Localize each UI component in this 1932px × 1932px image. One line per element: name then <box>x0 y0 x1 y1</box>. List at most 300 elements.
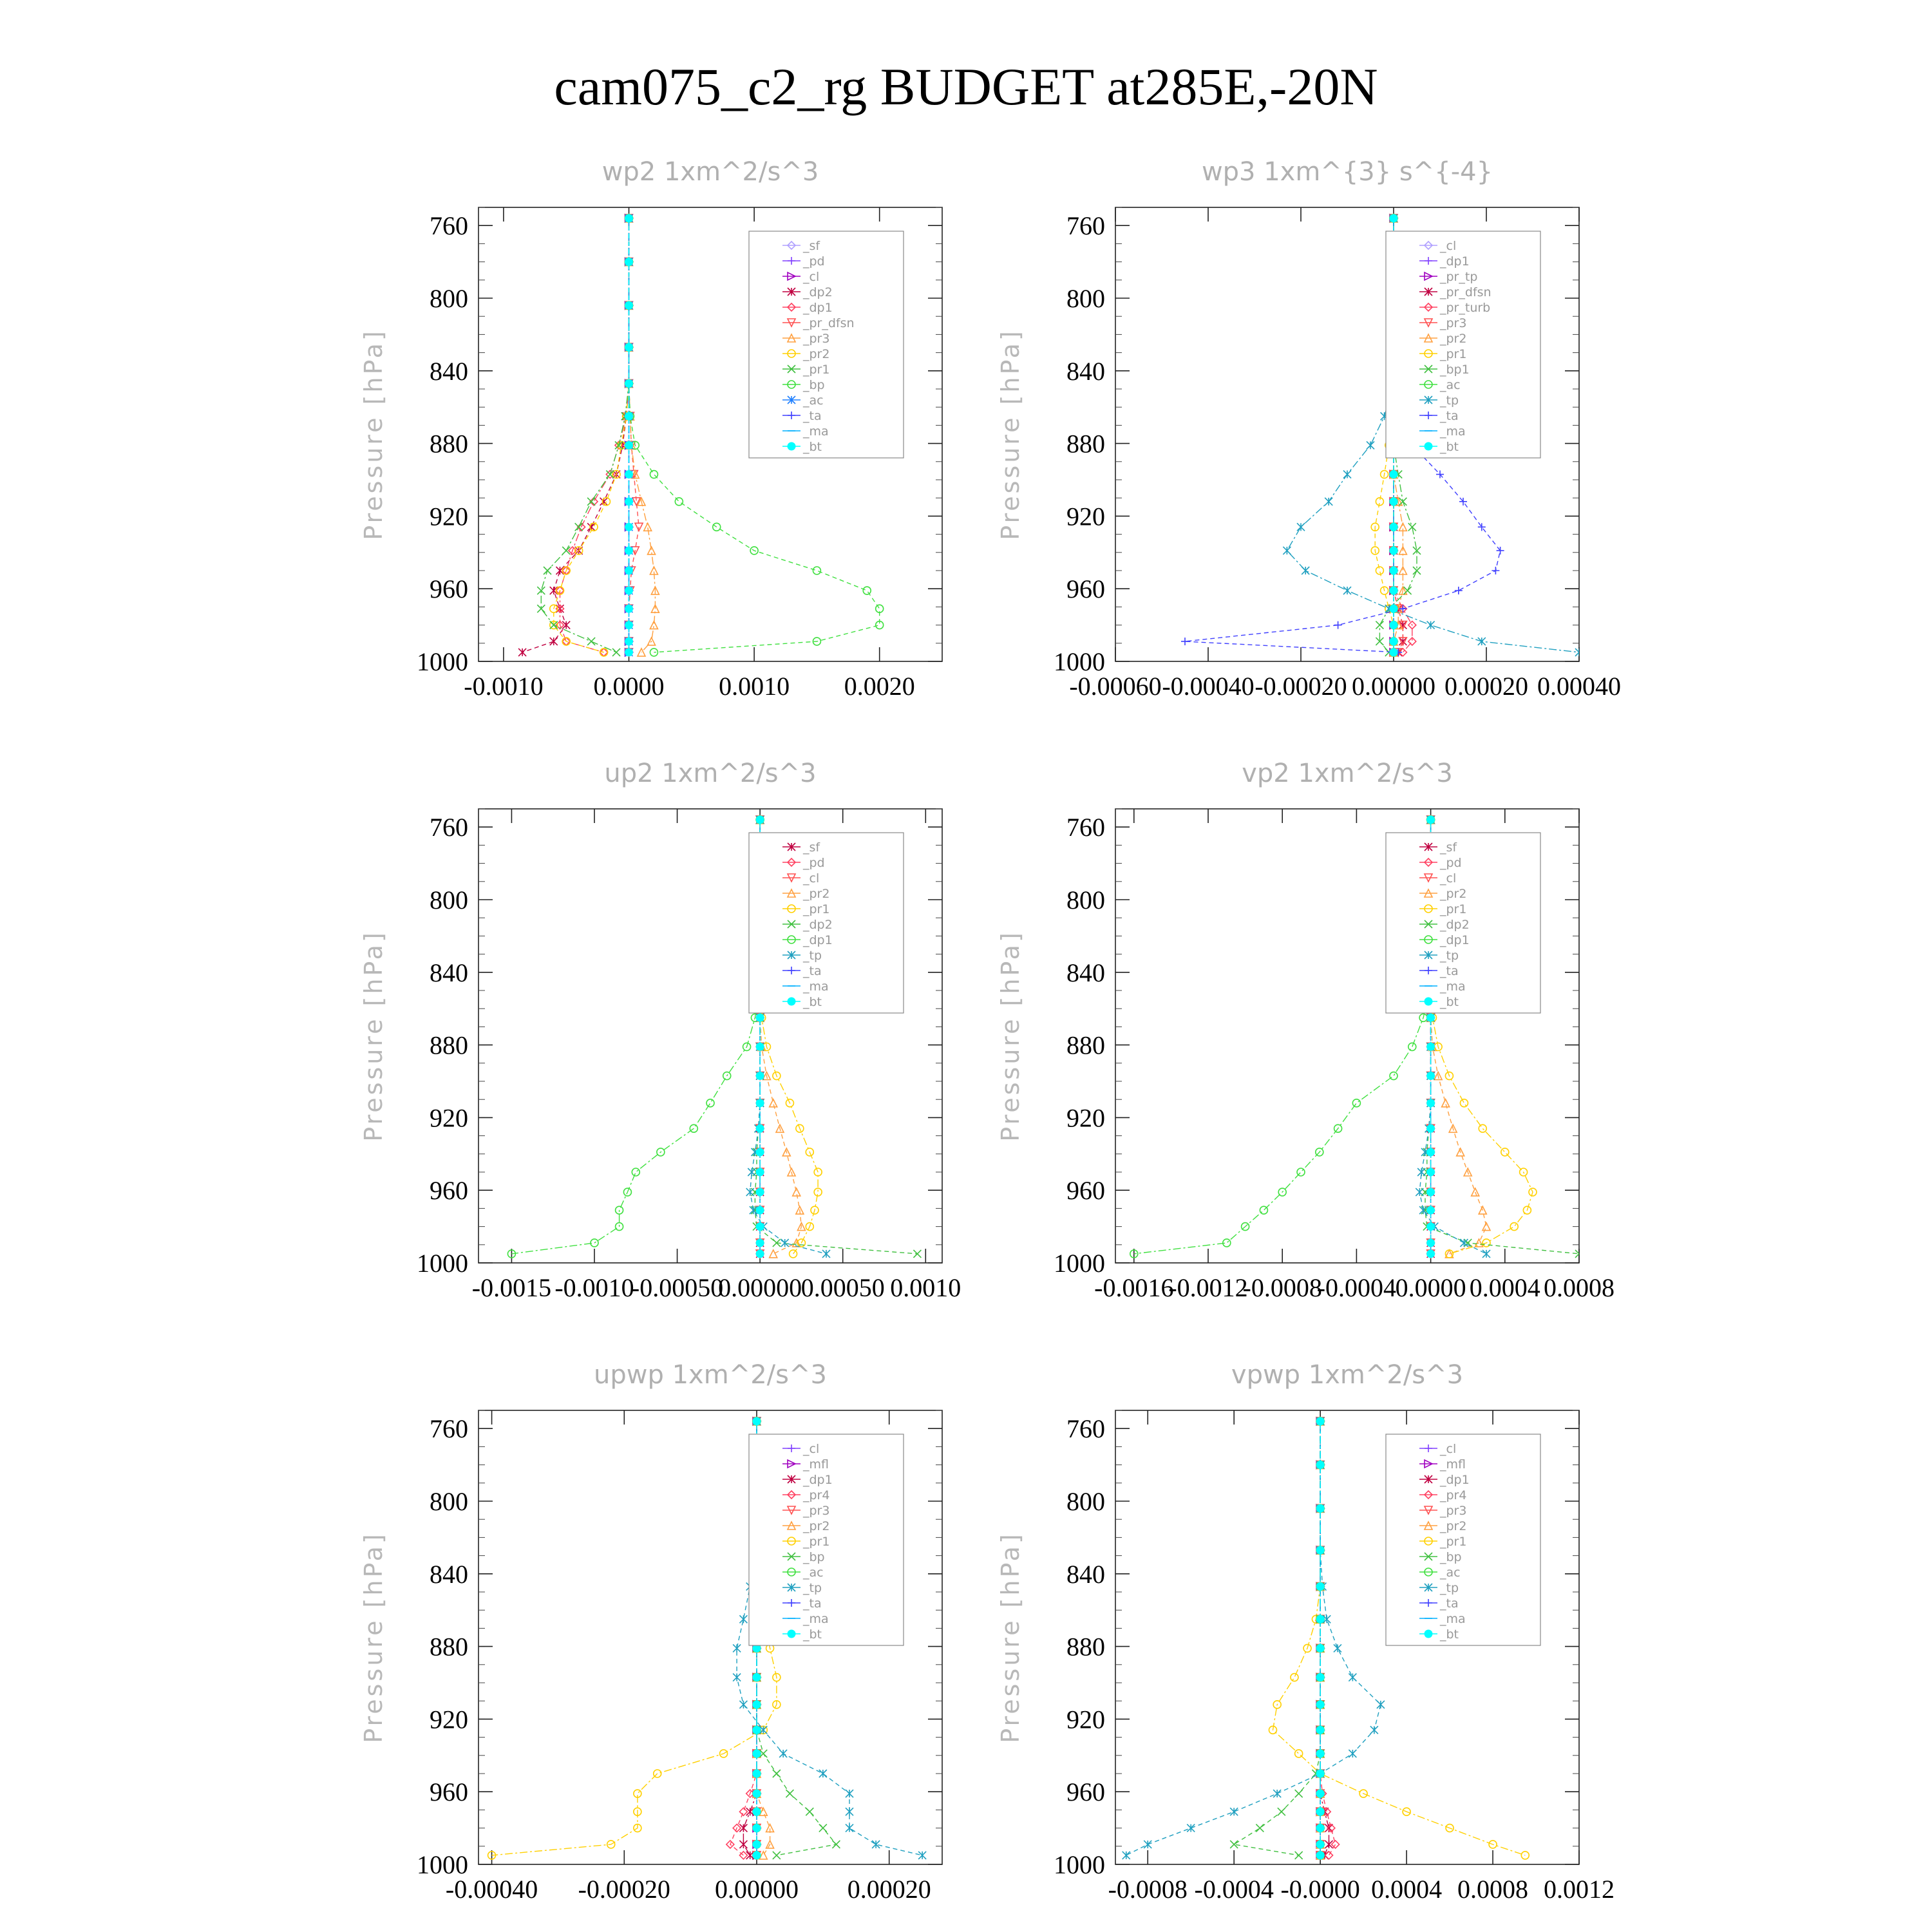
legend-label: _tp <box>803 949 822 963</box>
x-tick-label: -0.0008 <box>1108 1875 1188 1904</box>
y-tick-label: 960 <box>430 1777 468 1807</box>
data-point <box>625 523 633 531</box>
y-tick-label: 760 <box>1066 1414 1105 1444</box>
legend-label: _pr_turb <box>1440 301 1491 315</box>
data-point <box>1283 547 1291 554</box>
legend-label: _bt <box>803 440 822 454</box>
data-point <box>756 1206 764 1214</box>
legend <box>1386 833 1540 1013</box>
panel-title: up2 1xm^2/s^3 <box>604 759 817 788</box>
data-point <box>1278 1808 1285 1815</box>
data-point <box>1349 1750 1356 1757</box>
data-point <box>1455 587 1463 594</box>
data-point <box>625 258 633 266</box>
x-tick-label: -0.00040 <box>1162 672 1255 701</box>
data-point <box>756 1124 764 1132</box>
data-point <box>625 605 633 612</box>
data-point <box>1316 1852 1324 1859</box>
legend-label: _ma <box>1440 424 1466 439</box>
data-point <box>1297 1168 1305 1176</box>
data-point <box>1316 1701 1324 1709</box>
data-point <box>587 638 595 645</box>
data-point <box>1408 1043 1416 1050</box>
legend-label: _cl <box>803 871 820 886</box>
y-tick-label: 920 <box>1066 502 1105 531</box>
panel-4 <box>996 759 1615 1302</box>
data-point <box>1230 1808 1238 1815</box>
data-point <box>814 1188 822 1196</box>
series-dp1 <box>556 214 632 656</box>
data-point <box>918 1852 926 1859</box>
data-point <box>779 1750 787 1757</box>
data-point <box>756 816 764 824</box>
series-line <box>554 218 629 652</box>
data-point <box>1442 1099 1450 1107</box>
data-point <box>1332 1841 1340 1848</box>
legend-label: _pr1 <box>1440 1535 1467 1549</box>
data-point <box>1575 649 1583 656</box>
data-point <box>739 1841 747 1848</box>
data-point <box>1349 1674 1356 1681</box>
data-point <box>756 1072 764 1080</box>
x-tick-label: 0.0010 <box>719 672 790 701</box>
data-point <box>813 567 820 574</box>
data-point <box>1408 523 1416 531</box>
y-tick-label: 800 <box>1066 886 1105 914</box>
y-axis-label: Pressure [hPa] <box>996 1531 1025 1743</box>
legend-marker <box>788 1630 795 1638</box>
data-point <box>1510 1223 1518 1231</box>
data-point <box>753 1674 761 1681</box>
data-point <box>793 1188 800 1196</box>
data-point <box>1390 649 1397 656</box>
data-point <box>632 1168 639 1176</box>
data-point <box>625 547 633 554</box>
data-point <box>1399 605 1406 612</box>
series-line <box>1126 1421 1381 1855</box>
data-point <box>1390 498 1397 506</box>
y-tick-label: 960 <box>1066 574 1105 604</box>
legend-label: _ta <box>1440 409 1459 423</box>
series-tp <box>1122 1417 1385 1859</box>
y-tick-label: 960 <box>1066 1176 1105 1206</box>
y-tick-label: 840 <box>430 958 468 987</box>
data-point <box>1325 1852 1333 1859</box>
data-point <box>1427 1223 1435 1231</box>
legend-label: _ta <box>803 964 822 978</box>
x-tick-label: 0.0008 <box>1457 1875 1529 1904</box>
data-point <box>1376 567 1383 574</box>
x-tick-label: 0.00050 <box>800 1273 885 1302</box>
data-point <box>1427 1148 1435 1156</box>
data-point <box>786 1790 793 1797</box>
legend-label: _tp <box>1440 1581 1459 1595</box>
y-tick-label: 880 <box>1066 1632 1105 1662</box>
series-line <box>492 1421 777 1855</box>
panel-6 <box>996 1360 1615 1904</box>
data-point <box>1377 1701 1385 1709</box>
legend-label: _ma <box>803 980 829 994</box>
x-tick-label: 0.00020 <box>847 1875 931 1904</box>
x-tick-label: -0.00020 <box>578 1875 670 1904</box>
data-point <box>1390 605 1397 612</box>
data-point <box>1230 1841 1238 1848</box>
legend-label: _bp <box>803 1550 825 1564</box>
data-point <box>1427 1188 1435 1196</box>
x-tick-label: -0.00060 <box>1069 672 1162 701</box>
legend-label: _ta <box>803 1596 822 1611</box>
data-point <box>1427 1206 1435 1214</box>
data-point <box>1316 1583 1324 1591</box>
series-dp2 <box>518 214 632 656</box>
data-point <box>1492 567 1499 574</box>
y-axis-label: Pressure [hPa] <box>359 930 388 1142</box>
panel-5 <box>359 1360 942 1904</box>
data-point <box>1316 1674 1324 1681</box>
legend-label: _ma <box>803 1612 829 1626</box>
y-tick-label: 1000 <box>1054 1249 1105 1278</box>
legend-label: _mfl <box>1440 1457 1466 1472</box>
legend-label: _pr3 <box>803 1504 830 1518</box>
legend-label: _pr2 <box>1440 1519 1467 1533</box>
legend-label: _cl <box>1440 239 1457 253</box>
data-point <box>1427 1014 1435 1021</box>
x-tick-label: -0.0010 <box>464 672 544 701</box>
data-point <box>773 1770 781 1777</box>
data-point <box>1501 1148 1509 1156</box>
data-point <box>739 1808 747 1815</box>
data-point <box>625 380 633 388</box>
data-point <box>1325 498 1332 506</box>
data-point <box>846 1790 853 1797</box>
y-tick-label: 760 <box>1066 813 1105 842</box>
series-line <box>560 218 629 652</box>
legend-label: _ma <box>803 424 829 439</box>
data-point <box>1427 1168 1435 1176</box>
data-point <box>1316 1841 1324 1848</box>
data-point <box>1427 1099 1435 1107</box>
data-point <box>846 1824 853 1832</box>
data-point <box>612 649 620 656</box>
data-point <box>1343 587 1351 594</box>
legend-label: _dp1 <box>803 301 833 315</box>
data-point <box>550 638 558 645</box>
data-point <box>832 1841 840 1848</box>
y-tick-label: 1000 <box>417 1850 468 1879</box>
data-point <box>1460 1099 1468 1107</box>
panel-3 <box>359 759 961 1302</box>
data-point <box>863 587 871 594</box>
data-point <box>770 1099 777 1107</box>
y-tick-label: 920 <box>430 1705 468 1734</box>
legend <box>1386 1434 1540 1645</box>
data-point <box>1390 621 1397 629</box>
data-point <box>753 1852 761 1859</box>
y-tick-label: 920 <box>430 1103 468 1133</box>
legend-label: _pr3 <box>1440 1504 1467 1518</box>
x-tick-label: -0.00020 <box>1255 672 1347 701</box>
data-point <box>1316 1790 1324 1797</box>
y-tick-label: 880 <box>430 429 468 459</box>
data-point <box>625 412 633 420</box>
legend-label: _dp1 <box>1440 1473 1470 1487</box>
data-point <box>756 1250 764 1258</box>
y-tick-label: 920 <box>1066 1103 1105 1133</box>
data-point <box>1482 1223 1490 1231</box>
legend-label: _bp <box>1440 1550 1462 1564</box>
data-point <box>1390 638 1397 645</box>
data-point <box>1297 523 1305 531</box>
data-point <box>1273 1790 1281 1797</box>
legend-label: _pr_dfsn <box>803 316 855 330</box>
legend-label: _ta <box>1440 1596 1459 1611</box>
data-point <box>846 1808 853 1815</box>
data-point <box>518 649 526 656</box>
data-point <box>537 587 545 594</box>
x-tick-label: 0.0004 <box>1469 1273 1540 1302</box>
legend-label: _ac <box>803 1566 824 1580</box>
data-point <box>756 1014 764 1021</box>
data-point <box>1316 1824 1324 1832</box>
data-point <box>625 567 633 574</box>
legend-label: _bt <box>803 1627 822 1642</box>
legend-label: _dp1 <box>803 933 833 947</box>
data-point <box>1482 1250 1490 1258</box>
legend-label: _pr1 <box>1440 902 1467 916</box>
data-point <box>1295 1750 1303 1757</box>
y-tick-label: 1000 <box>1054 647 1105 676</box>
x-tick-label: -0.0000 <box>1280 1875 1360 1904</box>
legend-label: _ma <box>1440 1612 1466 1626</box>
x-tick-label: 0.00040 <box>1537 672 1621 701</box>
x-tick-label: -0.00050 <box>630 1273 724 1302</box>
data-point <box>746 1188 754 1196</box>
data-point <box>1144 1841 1151 1848</box>
data-point <box>806 1808 813 1815</box>
data-point <box>1334 621 1342 629</box>
x-tick-label: 0.00020 <box>1444 672 1528 701</box>
x-tick-label: 0.0008 <box>1544 1273 1615 1302</box>
data-point <box>1390 523 1397 531</box>
legend-label: _sf <box>1440 840 1457 855</box>
legend-label: _pr_dfsn <box>1440 285 1492 299</box>
data-point <box>753 1790 761 1797</box>
data-point <box>1427 621 1435 629</box>
data-point <box>822 1250 830 1258</box>
y-tick-label: 760 <box>430 1414 468 1444</box>
y-tick-label: 840 <box>1066 958 1105 987</box>
series-bt <box>625 214 633 656</box>
panel-2 <box>996 157 1621 701</box>
data-point <box>1316 1417 1324 1425</box>
legend-label: _pr4 <box>1440 1488 1467 1502</box>
data-point <box>1316 1461 1324 1469</box>
data-point <box>1390 471 1397 478</box>
y-tick-label: 800 <box>430 284 468 313</box>
data-point <box>625 343 633 351</box>
data-point <box>733 1674 741 1681</box>
series-pr1 <box>488 1417 781 1859</box>
data-point <box>1417 1168 1425 1176</box>
figure-title: cam075_c2_rg BUDGET at285E,-20N <box>554 57 1378 116</box>
y-tick-label: 960 <box>430 574 468 604</box>
x-tick-label: 0.00000 <box>718 1273 802 1302</box>
data-point <box>781 1239 789 1247</box>
data-point <box>625 638 633 645</box>
y-tick-label: 1000 <box>1054 1850 1105 1879</box>
data-point <box>1427 1043 1435 1050</box>
legend-label: _pr3 <box>803 332 830 346</box>
data-point <box>625 621 633 629</box>
data-point <box>1479 1124 1486 1132</box>
data-point <box>756 1099 764 1107</box>
data-point <box>756 1223 764 1231</box>
data-point <box>1370 1726 1378 1734</box>
x-tick-label: 0.0000 <box>1395 1273 1466 1302</box>
legend-label: _cl <box>1440 1442 1457 1456</box>
data-point <box>1316 1808 1324 1815</box>
data-point <box>1316 1615 1324 1623</box>
panel-1 <box>359 157 942 701</box>
x-tick-label: 0.0020 <box>844 672 915 701</box>
data-point <box>1316 1750 1324 1757</box>
y-tick-label: 760 <box>430 211 468 241</box>
y-tick-label: 840 <box>430 356 468 386</box>
data-point <box>650 471 658 478</box>
data-point <box>625 441 633 449</box>
data-point <box>675 498 683 506</box>
series-line <box>511 820 760 1254</box>
y-tick-label: 840 <box>1066 356 1105 386</box>
data-point <box>756 1148 764 1156</box>
data-point <box>1352 1099 1360 1107</box>
legend-label: _dp1 <box>1440 254 1470 269</box>
legend-label: _pr2 <box>1440 332 1467 346</box>
legend-marker <box>788 998 795 1005</box>
y-tick-label: 800 <box>430 1487 468 1516</box>
data-point <box>1316 1644 1324 1652</box>
legend-label: _cl <box>803 270 820 284</box>
data-point <box>1181 638 1189 645</box>
data-point <box>753 1417 761 1425</box>
data-point <box>706 1099 714 1107</box>
data-point <box>819 1770 827 1777</box>
legend-label: _sf <box>803 840 820 855</box>
legend-label: _cl <box>803 1442 820 1456</box>
data-point <box>872 1841 880 1848</box>
data-point <box>913 1250 921 1258</box>
legend-marker <box>1425 1630 1432 1638</box>
legend-label: _pd <box>803 254 825 269</box>
data-point <box>756 1168 764 1176</box>
data-point <box>756 1043 764 1050</box>
y-tick-label: 760 <box>1066 211 1105 241</box>
data-point <box>748 1168 755 1176</box>
data-point <box>625 471 633 478</box>
legend-label: _bt <box>1440 1627 1459 1642</box>
panel-title: vpwp 1xm^2/s^3 <box>1231 1360 1464 1390</box>
data-point <box>1427 816 1435 824</box>
y-tick-label: 840 <box>1066 1559 1105 1589</box>
y-tick-label: 880 <box>1066 1030 1105 1060</box>
x-tick-label: -0.0016 <box>1094 1273 1174 1302</box>
data-point <box>1302 567 1309 574</box>
legend-label: _ta <box>1440 964 1459 978</box>
y-tick-label: 1000 <box>417 647 468 676</box>
legend-marker <box>1425 442 1432 450</box>
legend <box>749 833 904 1013</box>
data-point <box>625 214 633 222</box>
y-tick-label: 920 <box>430 502 468 531</box>
panel-title: upwp 1xm^2/s^3 <box>594 1360 827 1390</box>
x-tick-label: 0.00000 <box>715 1875 799 1904</box>
legend-label: _pr1 <box>803 902 830 916</box>
legend-label: _dp2 <box>803 918 833 932</box>
data-point <box>1256 1824 1264 1832</box>
data-point <box>1390 587 1397 594</box>
legend-label: _ma <box>1440 980 1466 994</box>
data-point <box>753 1824 761 1832</box>
legend-label: _dp1 <box>803 1473 833 1487</box>
legend-label: _dp2 <box>803 285 833 299</box>
series-pr1 <box>537 214 632 656</box>
legend-label: _pr3 <box>1440 316 1467 330</box>
data-point <box>756 1239 764 1247</box>
y-tick-label: 920 <box>1066 1705 1105 1734</box>
y-tick-label: 800 <box>430 886 468 914</box>
x-tick-label: -0.00040 <box>445 1875 538 1904</box>
data-point <box>1427 1124 1435 1132</box>
data-point <box>1427 1239 1435 1247</box>
legend-label: _pr2 <box>803 1519 830 1533</box>
data-point <box>1416 1188 1423 1196</box>
legend-label: _bt <box>1440 995 1459 1009</box>
data-point <box>1367 441 1374 449</box>
y-axis-label: Pressure [hPa] <box>996 930 1025 1142</box>
data-point <box>753 1770 761 1777</box>
legend-label: _pd <box>1440 856 1462 870</box>
legend-label: _pr2 <box>803 347 830 361</box>
legend-label: _mfl <box>803 1457 829 1472</box>
legend-label: _tp <box>1440 949 1459 963</box>
data-point <box>1295 1852 1303 1859</box>
x-tick-label: -0.0004 <box>1194 1875 1274 1904</box>
series-pr2 <box>550 214 633 656</box>
y-tick-label: 880 <box>430 1632 468 1662</box>
x-tick-label: 0.0004 <box>1371 1875 1443 1904</box>
data-point <box>1427 1072 1435 1080</box>
legend-label: _bt <box>1440 440 1459 454</box>
y-axis-label: Pressure [hPa] <box>359 328 388 540</box>
legend-label: _ta <box>803 409 822 423</box>
panel-title: wp2 1xm^2/s^3 <box>601 157 819 187</box>
legend-label: _pr1 <box>803 1535 830 1549</box>
data-point <box>739 1615 747 1623</box>
legend <box>1386 231 1540 458</box>
data-point <box>625 649 633 656</box>
data-point <box>1187 1824 1195 1832</box>
data-point <box>773 1852 781 1859</box>
data-point <box>1419 1206 1427 1214</box>
legend-label: _ac <box>1440 1566 1461 1580</box>
legend-label: _dp1 <box>1440 933 1470 947</box>
panel-title: wp3 1xm^{3} s^{-4} <box>1201 157 1493 187</box>
y-tick-label: 960 <box>1066 1777 1105 1807</box>
data-point <box>733 1644 741 1652</box>
data-point <box>1390 1072 1397 1080</box>
legend-label: _pr_tp <box>1440 270 1478 284</box>
data-point <box>1343 471 1351 478</box>
